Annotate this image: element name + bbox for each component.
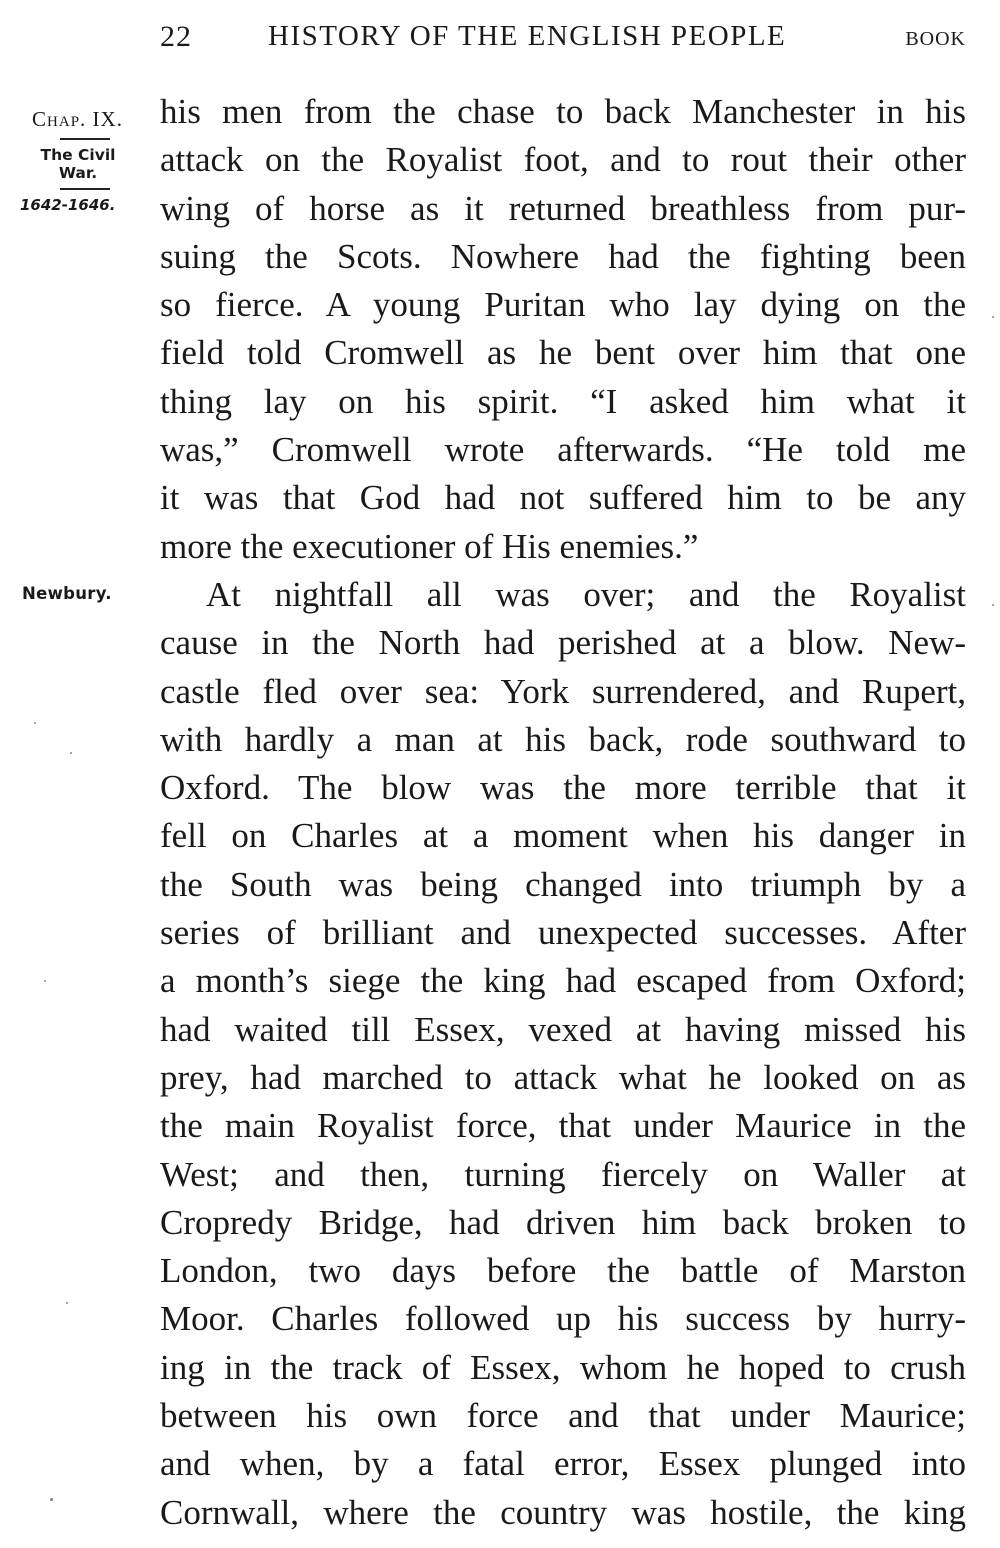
scan-speck — [50, 1498, 53, 1501]
text-line: field told Cromwell as he bent over him that one — [160, 333, 966, 373]
scan-speck — [44, 980, 46, 982]
text-line: thing lay on his spirit. “I asked him what it — [160, 381, 966, 421]
text-line: Cornwall, where the country was hostile, the king — [160, 1492, 966, 1532]
text-line: prey, had marched to attack what he looked on as — [160, 1057, 966, 1097]
text-line: Cropredy Bridge, had driven him back broken to — [160, 1202, 966, 1242]
text-line: was,” Cromwell wrote afterwards. “He told me — [160, 430, 966, 470]
text-line: between his own force and that under Maurice; — [160, 1396, 966, 1436]
text-line: London, two days before the battle of Marston — [160, 1251, 966, 1291]
text-line: the South was being changed into triumph by a — [160, 864, 966, 904]
book-label: BOOK — [905, 28, 966, 50]
date-range-label: 1642-1646. — [20, 196, 116, 214]
text-line: castle fled over sea: York surrendered, and Rupert, — [160, 671, 966, 711]
text-line: more the executioner of His enemies.” — [160, 526, 699, 566]
text-line: had waited till Essex, vexed at having missed his — [160, 1009, 966, 1049]
scan-speck — [992, 604, 994, 606]
text-line: wing of horse as it returned breathless from pur- — [160, 188, 966, 228]
text-line: At nightfall all was over; and the Royalist — [206, 574, 966, 614]
text-line: West; and then, turning fiercely on Waller at — [160, 1154, 966, 1194]
text-line: fell on Charles at a moment when his danger in — [160, 816, 966, 856]
scan-speck — [992, 316, 994, 318]
section-label: The Civil War. — [40, 146, 116, 182]
text-line: with hardly a man at his back, rode southward to — [160, 719, 966, 759]
page-number: 22 — [160, 20, 192, 53]
paragraph-2 — [160, 571, 966, 1537]
text-line: suing the Scots. Nowhere had the fighting been — [160, 236, 966, 276]
text-line: cause in the North had perished at a blow. New- — [160, 623, 966, 663]
text-line: so fierce. A young Puritan who lay dying on the — [160, 285, 966, 325]
text-line: his men from the chase to back Manchester in his — [160, 92, 966, 131]
scan-speck — [70, 752, 72, 754]
scan-speck — [34, 722, 36, 724]
running-title: HISTORY OF THE ENGLISH PEOPLE — [268, 20, 787, 52]
paragraph-1 — [160, 88, 966, 571]
text-line: a month’s siege the king had escaped from Oxford; — [160, 961, 966, 1001]
text-line: and when, by a fatal error, Essex plunged into — [160, 1444, 966, 1484]
text-line: it was that God had not suffered him to be any — [160, 478, 966, 518]
text-line: ing in the track of Essex, whom he hoped to crush — [160, 1347, 966, 1387]
margin-rule — [60, 138, 110, 140]
text-line: the main Royalist force, that under Maurice in the — [160, 1106, 966, 1146]
running-header — [160, 18, 966, 62]
margin-rule — [60, 188, 110, 190]
text-line: series of brilliant and unexpected successes. After — [160, 913, 966, 953]
text-line: Moor. Charles followed up his success by hurry- — [160, 1299, 966, 1339]
scan-speck — [66, 1302, 68, 1304]
body-text — [160, 88, 966, 1537]
text-line: attack on the Royalist foot, and to rout their other — [160, 140, 966, 180]
margin-notes — [10, 96, 145, 214]
chapter-label: Chap. IX. — [32, 107, 123, 131]
text-line: Oxford. The blow was the more terrible that it — [160, 768, 966, 808]
sidenote-newbury: Newbury. — [22, 584, 112, 603]
